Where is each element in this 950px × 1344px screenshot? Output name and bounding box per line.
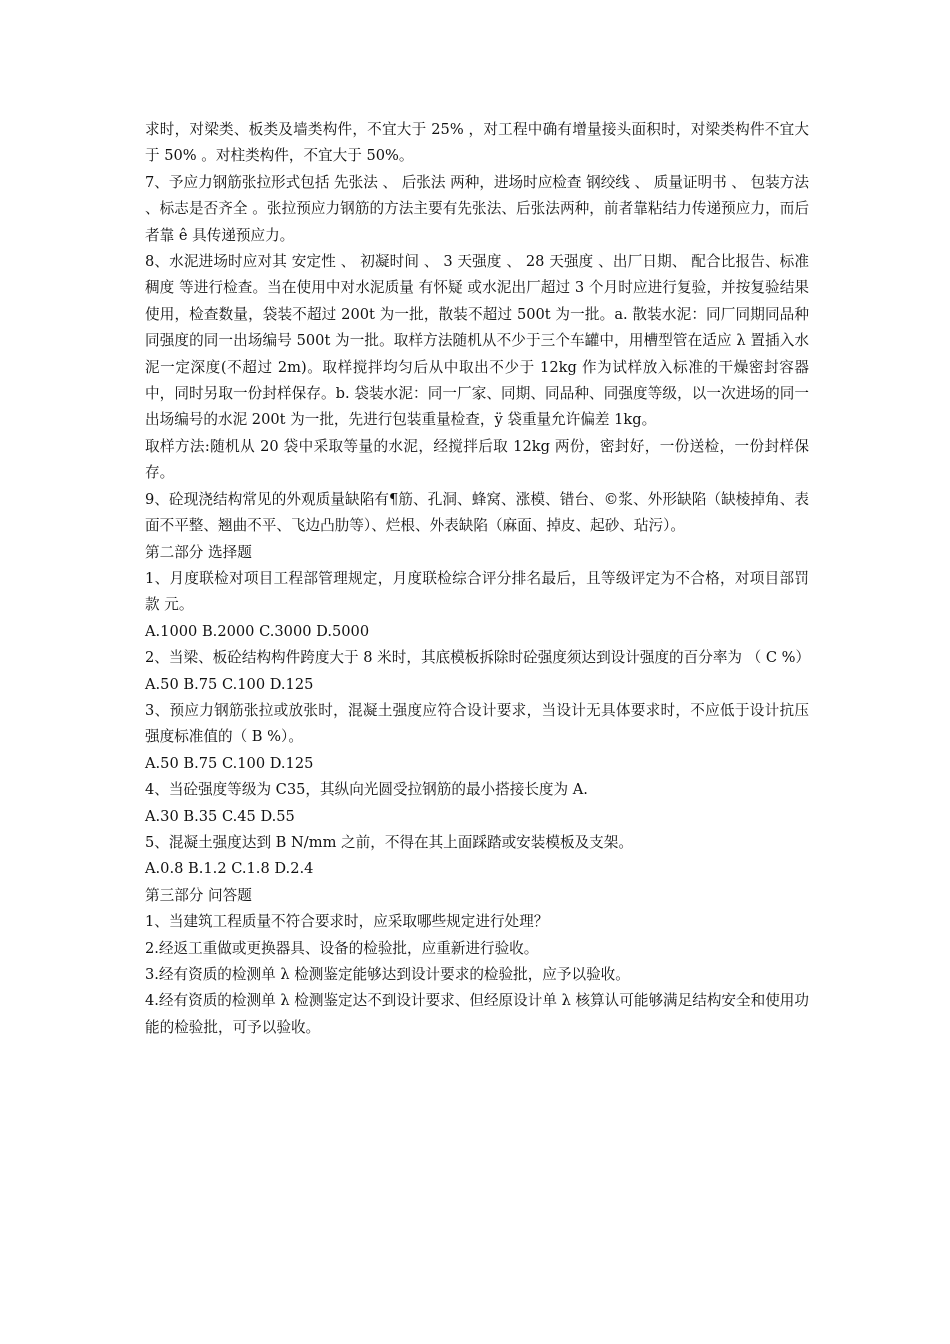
question-1: 1、月度联检对项目工程部管理规定，月度联检综合评分排名最后，且等级评定为不合格，对项目部罚款 元。 <box>145 569 809 614</box>
qa-question-1: 1、当建筑工程质量不符合要求时，应采取哪些规定进行处理？ <box>145 913 549 931</box>
document-body <box>145 117 809 1041</box>
paragraph-prestress-methods: 7、予应力钢筋张拉形式包括 先张法 、 后张法 两种，进场时应检查 钢绞线 、 质量证明书 、 包装方法 、标志是否齐全 。张拉预应力钢筋的方法主要有先张法、后张法两种，前者靠粘结力传递预应力，而后者靠 ê 具传递预应力。 <box>145 173 809 244</box>
options-4: A.30 B.35 C.45 D.55 <box>145 807 295 825</box>
section-heading-qa: 第三部分 问答题 <box>145 886 252 904</box>
paragraph-splice-ratio: 求时，对梁类、板类及墙类构件，不宜大于 25% ，对工程中确有增量接头面积时，对梁类构件不宜大于 50% 。对柱类构件，不宜大于 50%。 <box>145 121 809 165</box>
options-5: A.0.8 B.1.2 C.1.8 D.2.4 <box>145 860 314 878</box>
question-3: 3、预应力钢筋张拉或放张时，混凝土强度应符合设计要求，当设计无具体要求时，不应低于设计抗压强度标准值的（ B %）。 <box>145 701 809 746</box>
paragraph-concrete-defects: 9、砼现浇结构常见的外观质量缺陷有¶筋、孔洞、蜂窝、涨模、错台、©浆、外形缺陷（缺棱掉角、表面不平整、翘曲不平、飞边凸肋等）、烂根、外表缺陷（麻面、掉皮、起砂、玷污）。 <box>145 490 809 535</box>
options-2: A.50 B.75 C.100 D.125 <box>145 675 314 693</box>
qa-answer-item-2: 2.经返工重做或更换器具、设备的检验批，应重新进行验收。 <box>145 939 539 957</box>
qa-answer-item-3: 3.经有资质的检测单 λ 检测鉴定能够达到设计要求的检验批，应予以验收。 <box>145 966 630 983</box>
question-4: 4、当砼强度等级为 C35，其纵向光圆受拉钢筋的最小搭接长度为 A. <box>145 781 588 799</box>
paragraph-sampling-method: 取样方法:随机从 20 袋中采取等量的水泥，经搅拌后取 12kg 两份，密封好，一份送检，一份封样保存。 <box>145 437 809 482</box>
qa-answer-item-4: 4.经有资质的检测单 λ 检测鉴定达不到设计要求、但经原设计单 λ 核算认可能够满足结构安全和使用功能的检验批，可予以验收。 <box>145 992 809 1036</box>
section-heading-choice: 第二部分 选择题 <box>145 543 252 561</box>
options-1: A.1000 B.2000 C.3000 D.5000 <box>145 622 370 640</box>
question-2: 2、当梁、板砼结构构件跨度大于 8 米时，其底模板拆除时砼强度须达到设计强度的百分率为 （ C %） <box>145 649 811 667</box>
question-5: 5、混凝土强度达到 B N/mm 之前，不得在其上面踩踏或安装模板及支架。 <box>145 833 633 851</box>
paragraph-cement-inspection: 8、水泥进场时应对其 安定性 、 初凝时间 、 3 天强度 、 28 天强度 、出厂日期、 配合比报告、标准稠度 等进行检查。当在使用中对水泥质量 有怀疑 或水泥出厂超过 3 个月时应进行复验，并按复验结果使用，检查数量，袋装不超过 200t 为一批，散装不超过 500t 为一批。a. 散装水泥：同厂同期同品种同强度的同一出场编号 500t 为一批。取样方法随机从不少于三个车罐中，用槽型管在适应 λ 置插入水泥一定深度(不超过 2m)。取样搅拌均匀后从中取出不少于 12kg 作为试样放入标准的干燥密封容器中，同时另取一份封样保存。b. 袋装水泥：同一厂家、同期、同品种、同强度等级，以一次进场的同一出场编号的水泥 200t 为一批，先进行包装重量检查，ÿ 袋重量允许偏差 1kg。 <box>145 253 809 429</box>
options-3: A.50 B.75 C.100 D.125 <box>145 754 314 772</box>
